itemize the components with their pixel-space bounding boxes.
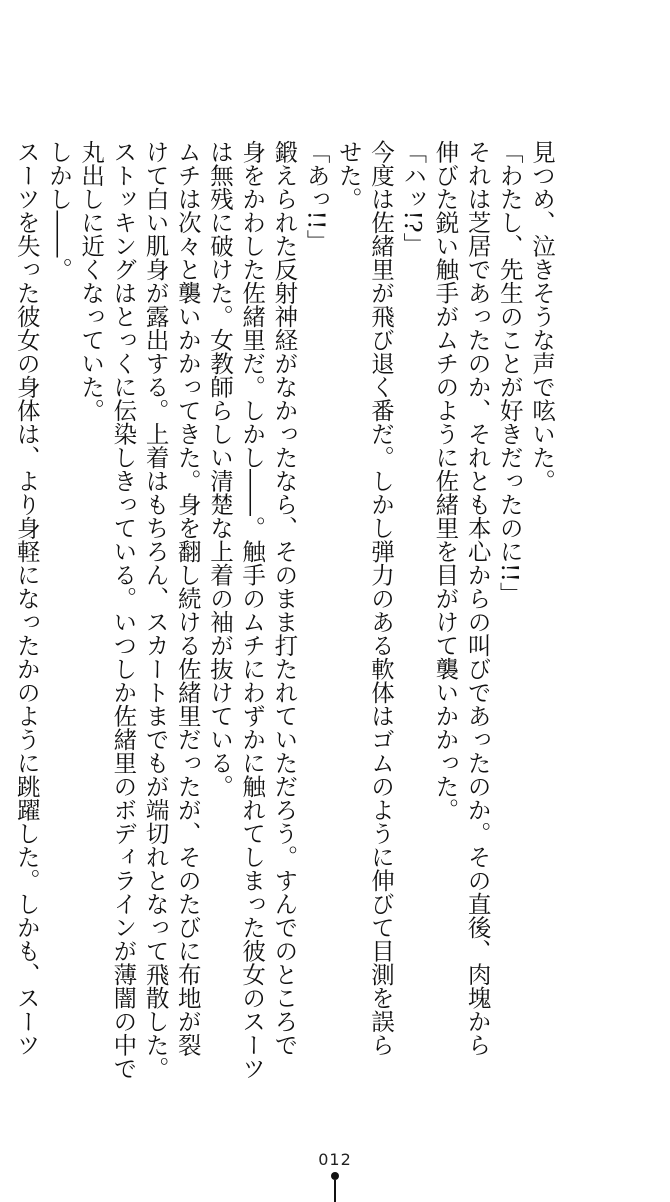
text-line: 身をかわした佐緒里だ。しかし――。触手のムチにわずかに触れてしまった彼女のスーツ (238, 140, 267, 1080)
text-line: ストッキングはとっくに伝染しきっている。いつしか佐緒里のボディラインが薄闇の中で (109, 140, 138, 1080)
text-line: は無残に破けた。女教師らしい清楚な上着の袖が抜けている。 (205, 140, 234, 798)
text-line: 「あっ!!」 (302, 140, 331, 253)
vertical-text-block (11, 140, 558, 1080)
text-line: スーツを失った彼女の身体は、より身軽になったかのように跳躍した。しかも、スーツ (12, 140, 41, 1057)
text-line: 鍛えられた反射神経がなかったなら、そのまま打たれていただろう。すんでのところで (270, 140, 299, 1057)
page-marker-dot (331, 1172, 339, 1180)
text-line: 「わたし、先生のことが好きだったのに!!」 (495, 140, 524, 606)
page-marker-line (334, 1180, 336, 1202)
text-line: しかし――。 (44, 140, 73, 281)
text-line: 今度は佐緒里が飛び退く番だ。しかし弾力のある軟体はゴムのように伸びて目測を誤ら (366, 140, 395, 1057)
text-line: けて白い肌身が露出する。上着はもちろん、スカートまでもが端切れとなって飛散した。 (141, 140, 170, 1080)
text-line: それは芝居であったのか、それとも本心からの叫びであったのか。その直後、肉塊から (463, 140, 492, 1057)
text-line: 「ハッ!?」 (399, 140, 428, 257)
text-line: ムチは次々と襲いかかってきた。身を翻し続ける佐緒里だったが、そのたびに布地が裂 (173, 140, 202, 1057)
page-number: 012 (318, 1150, 352, 1169)
text-line: 見つめ、泣きそうな声で呟いた。 (528, 140, 556, 493)
text-line: 伸びた鋭い触手がムチのように佐緒里を目がけて襲いかかった。 (431, 140, 460, 822)
text-line: せた。 (334, 140, 363, 211)
text-line: 丸出しに近くなっていた。 (77, 140, 106, 422)
